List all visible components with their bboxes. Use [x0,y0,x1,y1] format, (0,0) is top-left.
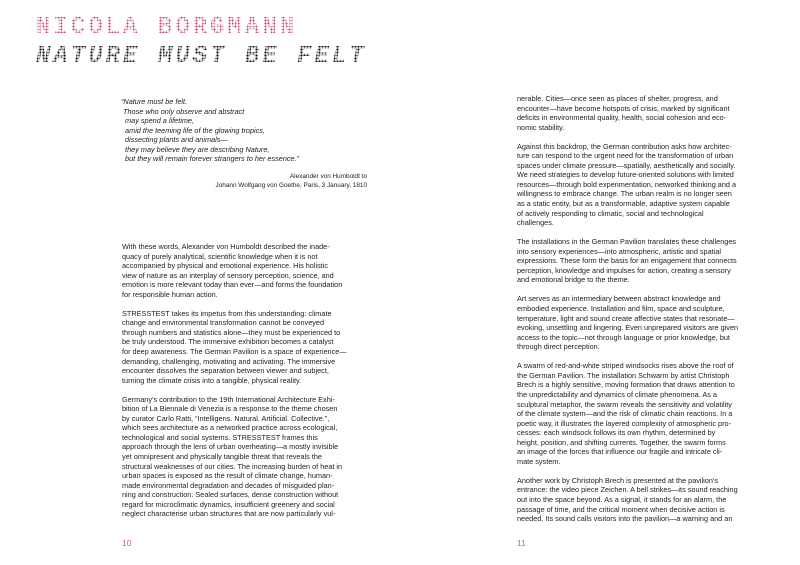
paragraph: A swarm of red-and-white striped windsocks rises above the roof of the German Pavilion. The installation Schwarm by artist Christoph Brech is a highly sensitive, moving formation that draws attention to the unpredictability and dynamics of climate phenomena. As a sculptural metaphor, the swarm reveals the sensitivity and volatility of the climate system—and the risk of climatic chain reactions. In a poetic way, it illustrates the layered complexity of atmospheric pro- cesses: each windsock follows its own rhythm, determined by height, position, and shifting currents. Together, the swarm forms an image of the forces that influence our fragile and intricate cli- mate system. [517,361,735,466]
page-number-left: 10 [122,538,132,548]
paragraph: Against this backdrop, the German contribution asks how architec- ture can respond to the urgent need for the transformation of urban spaces under climate pressure—spatially, aesthetically and socially. We need strategies to develop future-oriented solutions with limited resources—through bold experimentation, networked thinking and a willingness to embrace change. The urban realm is no longer seen as a static entity, but as a transformable, adaptive system capable of actively responding to climatic, social and technological challenges. [517,141,737,228]
paragraph: Germany’s contribution to the 19th International Architecture Exhi- bition of La Biennale di Venezia is a response to the theme chosen by curator Carlo Ratti, “Intelligens. Natural. Artificial. Collective.”, which sees architecture as a networked practice across ecological, technological and social systems. STRESSTEST frames this approach through the lens of urban overheating—a mostly invisible yet omnipresent and physically tangible threat that reveals the structural weaknesses of our cities. The increasing burden of heat in urban spaces is exposed as the result of climate change, human- made environmental degradation and decades of misguided plan- ning and construction. Sealed surfaces, dense construction without regard for microclimatic dynamics, insufficient greenery and social neglect characterise urban structures that are now particularly vul- [122,394,343,519]
epigraph-attribution: Alexander von Humboldt to Johann Wolfgang von Goethe, Paris, 3 January, 1810 [215,173,367,190]
epigraph-quote: “Nature must be felt. Those who only observe and abstract may spend a lifetime, amid the teeming life of the glowing tropics, dissecting plants and animals— they may believe they are describing Nature, but they will remain forever strangers to her essence.” [121,97,300,163]
paragraph: Another work by Christoph Brech is presented at the pavilion’s entrance: the video piece Zeichen. A bell strikes—its sound reaching out into the space beyond. As a signal, it stands for an alarm, the passage of time, and the critical moment when decisive action is needed. Its sound calls visitors into the pavilion—a warning and an [517,475,738,524]
article-title: NATURE MUST BE FELT [36,43,367,70]
paragraph: STRESSTEST takes its impetus from this understanding: climate change and environmental transformation cannot be conveyed through numbers and statistics alone—they must be experienced to be truly understood. The immersive exhibition becomes a catalyst for deep awareness. The German Pavilion is a space of experience— demanding, challenging, motivating and activating. The immersive encounter dissolves the separation between viewer and subject, turning the climate crisis into a tangible, physical reality. [122,308,347,385]
left-page-body [122,242,347,528]
page-number-right: 11 [517,538,526,548]
paragraph: Art serves as an intermediary between abstract knowledge and embodied experience. Installation and film, space and sculpture, temperature, light and sound create affective states that resonate— evoking, unsettling and lingering. Even unprepared visitors are given access to the topic—not through language or prior knowledge, but through direct perception. [517,294,739,352]
paragraph: With these words, Alexander von Humboldt described the inade- quacy of purely analytical, scientific knowledge when it is not accompanied by physical and emotional experience. His holistic view of nature as an interplay of sensory perception, science, and emotion is more relevant today than ever—and forms the foundation for responsible human action. [122,242,343,299]
right-page-body [517,94,738,533]
paragraph: nerable. Cities—once seen as places of shelter, progress, and encounter—have become hotspots of crisis, marked by significant deficits in environmental quality, health, social cohesion and eco- nomic stability. [517,94,730,132]
author-name: NICOLA BORGMANN [36,14,298,41]
paragraph: The installations in the German Pavilion translates these challenges into sensory experiences—into atmospheric, artistic and spatial expressions. These form the basis for an engagement that connects perception, knowledge and impulses for action, creating a sensory and emotional bridge to the theme. [517,237,737,285]
